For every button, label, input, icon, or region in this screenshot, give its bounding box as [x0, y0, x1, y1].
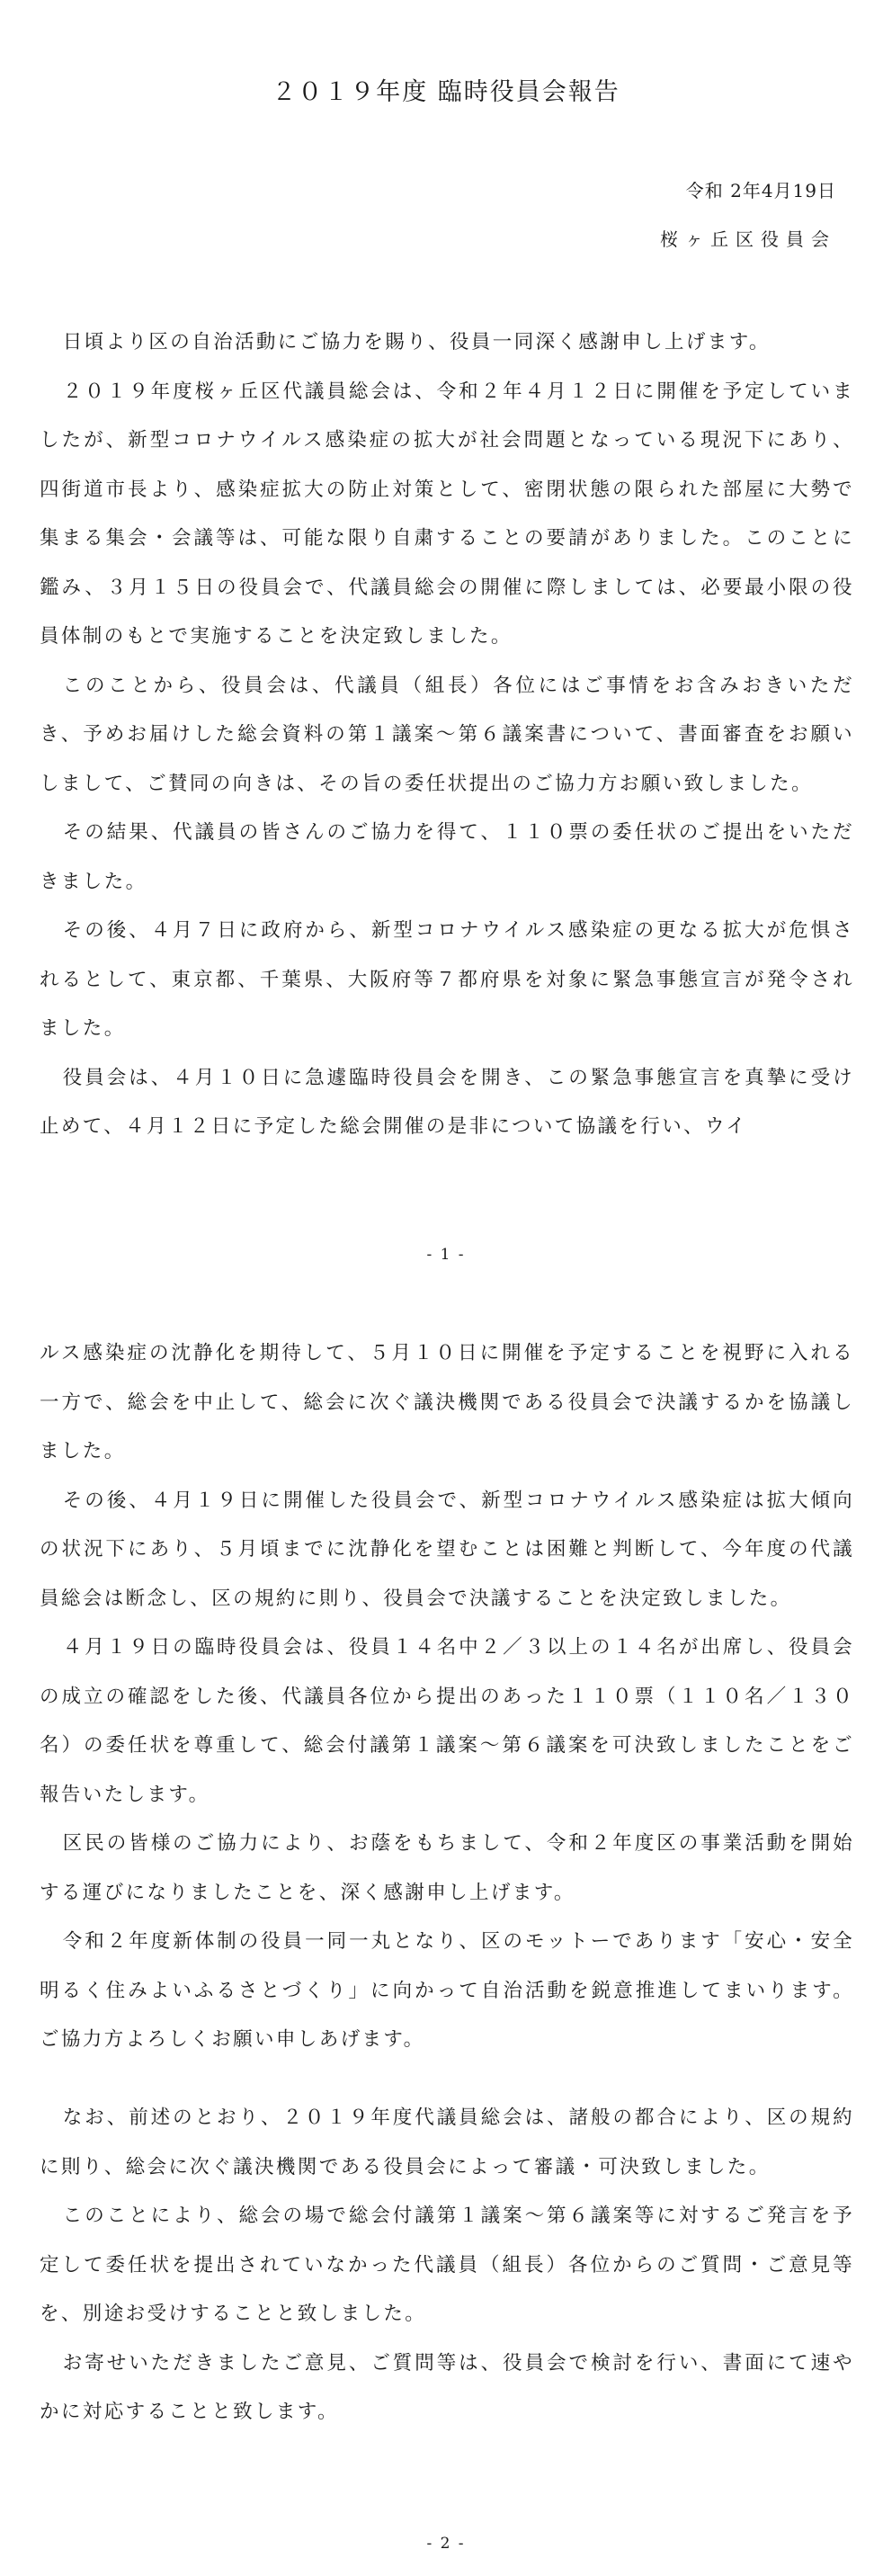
paragraph: なお、前述のとおり、２０１９年度代議員総会は、諸般の都合により、区の規約に則り、総会に次ぐ議決機関である役員会によって審議・可決致しました。 [40, 2106, 854, 2178]
page-2-addendum [40, 2094, 854, 2437]
page-number: - 2 - [426, 2535, 466, 2553]
paragraph: その後、４月７日に政府から、新型コロナウイルス感染症の更なる拡大が危惧されるとして、東京都、千葉県、大阪府等７都府県を対象に緊急事態宣言が発令されました。 [40, 919, 854, 1040]
document-organization: 桜ヶ丘区役員会 [660, 228, 836, 250]
paragraph: このことから、役員会は、代議員（組長）各位にはご事情をお含みおきいただき、予めお届けした総会資料の第１議案～第６議案書について、書面審査をお願いしまして、ご賛同の向きは、その旨の委任状提出のご協力方お願い致しました。 [40, 674, 854, 795]
paragraph: お寄せいただきましたご意見、ご質問等は、役員会で検討を行い、書面にて速やかに対応することと致します。 [40, 2351, 854, 2423]
page-1-body [40, 318, 854, 1152]
paragraph: 役員会は、４月１０日に急遽臨時役員会を開き、この緊急事態宣言を真摯に受け止めて、４月１２日に予定した総会開催の是非について協議を行い、ウイ [40, 1066, 854, 1138]
paragraph: 区民の皆様のご協力により、お蔭をもちまして、令和２年度区の事業活動を開始する運びになりましたことを、深く感謝申し上げます。 [40, 1832, 854, 1904]
paragraph: ４月１９日の臨時役員会は、役員１４名中２／３以上の１４名が出席し、役員会の成立の確認をした後、代議員各位から提出のあった１１０票（１１０名／１３０名）の委任状を尊重して、総会付議第１議案～第６議案を可決致しましたことをご報告いたします。 [40, 1636, 854, 1806]
paragraph: その結果、代議員の皆さんのご協力を得て、１１０票の委任状のご提出をいただきました。 [40, 821, 854, 893]
document-page-1 [0, 0, 892, 1286]
paragraph: 日頃より区の自治活動にご協力を賜り、役員一同深く感謝申し上げます。 [62, 331, 771, 353]
paragraph: ２０１９年度桜ヶ丘区代議員総会は、令和２年４月１２日に開催を予定していましたが、新型コロナウイルス感染症の拡大が社会問題となっている現況下にあり、四街道市長より、感染症拡大の防止対策として、密閉状態の限られた部屋に大勢で集まる集会・会議等は、可能な限り自粛することの要請がありました。このことに鑑み、３月１５日の役員会で、代議員総会の開催に際しましては、必要最小限の役員体制のもとで実施することを決定致しました。 [40, 380, 854, 648]
document-date: 令和 2年4月19日 [685, 180, 836, 201]
paragraph: その後、４月１９日に開催した役員会で、新型コロナウイルス感染症は拡大傾向の状況下にあり、５月頃までに沈静化を望むことは困難と判断して、今年度の代議員総会は断念し、区の規約に則り、役員会で決議することを決定致しました。 [40, 1489, 854, 1610]
paragraph: ルス感染症の沈静化を期待して、５月１０日に開催を予定することを視野に入れる一方で、総会を中止して、総会に次ぐ議決機関である役員会で決議するかを協議しました。 [40, 1342, 854, 1462]
document-title: ２０１９年度 臨時役員会報告 [272, 78, 620, 106]
page-2-body [40, 1329, 854, 2065]
paragraph: このことにより、総会の場で総会付議第１議案～第６議案等に対するご発言を予定して委任状を提出されていなかった代議員（組長）各位からのご質問・ご意見等を、別途お受けすることと致しました。 [40, 2205, 854, 2325]
paragraph: 令和２年度新体制の役員一同一丸となり、区のモットーであります「安心・安全明るく住みよいふるさとづくり」に向かって自治活動を鋭意推進してまいります。ご協力方よろしくお願い申しあげます。 [40, 1930, 854, 2051]
page-number: - 1 - [426, 1246, 466, 1264]
document-page-2 [0, 1286, 892, 2576]
